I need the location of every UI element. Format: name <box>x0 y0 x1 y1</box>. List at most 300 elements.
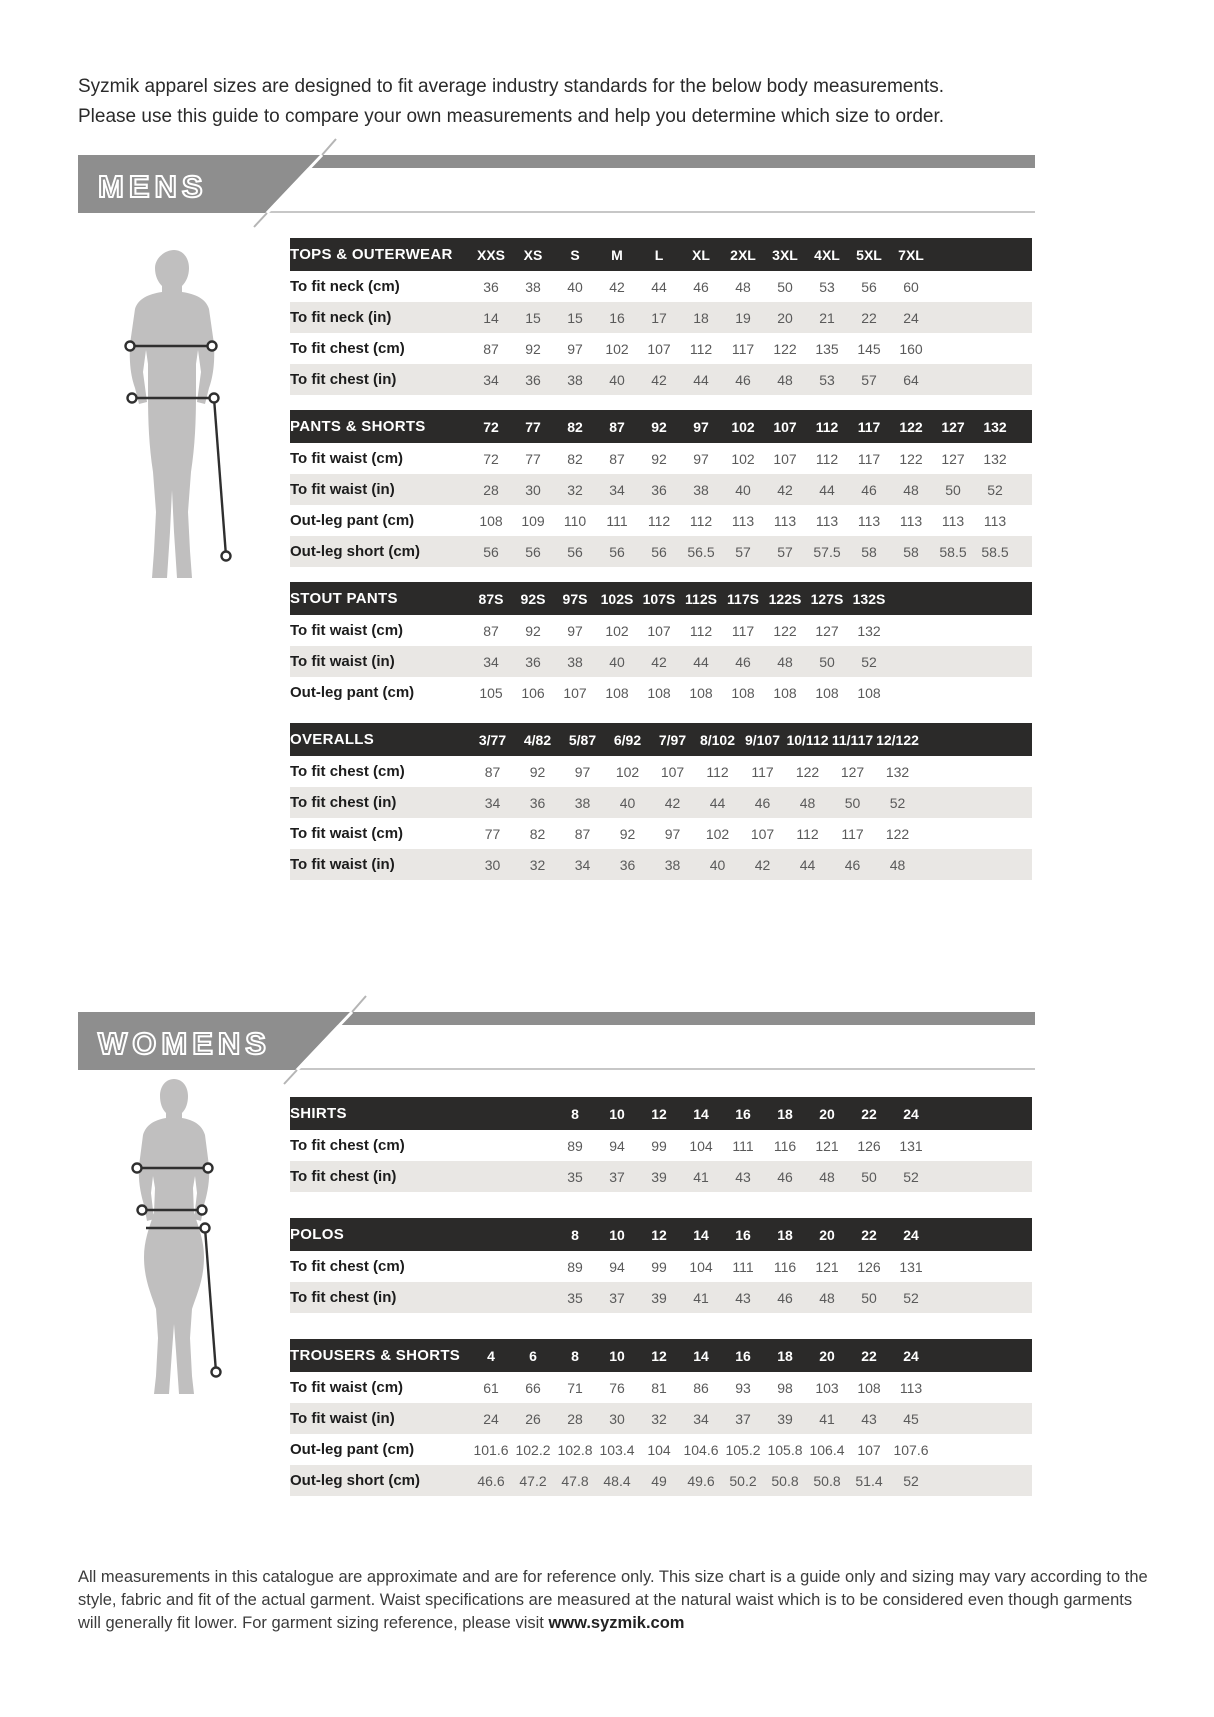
row-label: Out-leg short (cm) <box>290 1472 420 1489</box>
cell-value: 112 <box>706 763 729 780</box>
cell-value: 48 <box>777 371 793 388</box>
cell-value: 16 <box>609 309 625 326</box>
cell-value: 15 <box>525 309 541 326</box>
cell-value: 132 <box>857 622 881 639</box>
cell-value: 34 <box>609 481 625 498</box>
size-column-header: 117S <box>727 590 759 607</box>
row-label: To fit chest (in) <box>290 794 397 811</box>
cell-value <box>470 1130 512 1161</box>
cell-value: 135 <box>815 340 839 357</box>
cell-value: 21 <box>819 309 835 326</box>
cell-value: 49 <box>651 1472 667 1489</box>
cell-value: 116 <box>773 1258 797 1275</box>
size-column-header: 77 <box>525 418 541 435</box>
table-row <box>290 615 1032 646</box>
cell-value: 40 <box>709 856 726 873</box>
cell-value: 44 <box>651 278 667 295</box>
cell-value: 105.2 <box>725 1441 761 1458</box>
cell-value: 112 <box>689 512 713 529</box>
size-column-header: 5/87 <box>568 731 597 748</box>
cell-value: 40 <box>609 653 625 670</box>
cell-value: 42 <box>651 653 667 670</box>
cell-value: 37 <box>609 1289 625 1306</box>
table-row <box>290 787 1032 818</box>
cell-value <box>470 1251 512 1282</box>
size-column-header: 127S <box>810 590 844 607</box>
size-column-header: 24 <box>903 1347 919 1364</box>
cell-value: 56 <box>651 543 667 560</box>
cell-value: 117 <box>857 450 881 467</box>
cell-value: 94 <box>609 1137 625 1154</box>
cell-value: 38 <box>525 278 541 295</box>
size-column-header: 10 <box>609 1105 625 1122</box>
cell-value: 106.4 <box>809 1441 845 1458</box>
cell-value: 113 <box>815 512 839 529</box>
cell-value: 108 <box>857 1379 881 1396</box>
cell-value: 45 <box>903 1410 919 1427</box>
row-label: To fit waist (in) <box>290 481 395 498</box>
cell-value <box>512 1251 554 1282</box>
table-row <box>290 818 1032 849</box>
size-column-header: 22 <box>861 1347 877 1364</box>
row-label: To fit chest (in) <box>290 1289 397 1306</box>
cell-value: 72 <box>483 450 499 467</box>
cell-value: 51.4 <box>855 1472 883 1489</box>
cell-value: 117 <box>841 825 864 842</box>
row-filler <box>932 333 1032 364</box>
cell-value: 38 <box>567 371 583 388</box>
size-column-header: 2XL <box>730 246 756 263</box>
row-label: To fit chest (cm) <box>290 340 405 357</box>
cell-value: 44 <box>819 481 835 498</box>
cell-value: 19 <box>735 309 751 326</box>
cell-value: 36 <box>483 278 499 295</box>
size-column-header: 14 <box>693 1226 709 1243</box>
size-column-header: 4/82 <box>523 731 552 748</box>
header-filler <box>1016 410 1032 443</box>
row-filler <box>1016 443 1032 474</box>
row-filler <box>932 1465 1032 1496</box>
cell-value: 47.2 <box>519 1472 547 1489</box>
cell-value: 122 <box>773 622 797 639</box>
cell-value: 92 <box>651 450 667 467</box>
row-filler <box>932 1434 1032 1465</box>
cell-value: 99 <box>651 1258 667 1275</box>
size-column-header: 16 <box>735 1105 751 1122</box>
cell-value: 52 <box>889 794 906 811</box>
cell-value: 127 <box>941 450 965 467</box>
size-column-header: 97S <box>562 590 588 607</box>
cell-value: 66 <box>525 1379 541 1396</box>
cell-value: 111 <box>732 1137 754 1154</box>
cell-value: 102 <box>605 340 629 357</box>
cell-value: 38 <box>567 653 583 670</box>
cell-value: 28 <box>483 481 499 498</box>
cell-value: 56 <box>483 543 499 560</box>
cell-value: 94 <box>609 1258 625 1275</box>
cell-value: 40 <box>609 371 625 388</box>
cell-value: 108 <box>647 684 671 701</box>
cell-value: 107 <box>857 1441 881 1458</box>
cell-value: 105 <box>479 684 503 701</box>
size-column-header: 16 <box>735 1226 751 1243</box>
table-row <box>290 1372 1032 1403</box>
cell-value <box>512 1161 554 1192</box>
cell-value: 89 <box>567 1137 583 1154</box>
size-column-header: 8 <box>571 1226 579 1243</box>
cell-value: 34 <box>484 794 501 811</box>
table-row <box>290 271 1032 302</box>
row-label: Out-leg pant (cm) <box>290 1441 415 1458</box>
cell-value <box>470 1282 512 1313</box>
row-filler <box>920 756 1032 787</box>
header-filler <box>890 582 1032 615</box>
cell-value: 131 <box>899 1258 923 1275</box>
table-row <box>290 443 1032 474</box>
row-filler <box>920 787 1032 818</box>
cell-value: 122 <box>899 450 923 467</box>
size-column-header: 87 <box>609 418 625 435</box>
row-label: To fit waist (in) <box>290 1410 395 1427</box>
cell-value: 38 <box>693 481 709 498</box>
cell-value: 92 <box>525 622 541 639</box>
cell-value: 42 <box>664 794 681 811</box>
cell-value: 113 <box>899 512 923 529</box>
size-column-header: L <box>654 246 664 263</box>
size-column-header <box>512 1218 554 1251</box>
size-column-header: 117 <box>857 418 881 435</box>
cell-value: 107.6 <box>893 1441 929 1458</box>
cell-value: 97 <box>567 622 583 639</box>
cell-value: 40 <box>735 481 751 498</box>
header-filler <box>920 723 1032 756</box>
cell-value: 41 <box>819 1410 835 1427</box>
size-column-header: 11/117 <box>831 731 874 748</box>
cell-value: 116 <box>773 1137 797 1154</box>
table-row <box>290 1130 1032 1161</box>
cell-value: 112 <box>815 450 839 467</box>
cell-value: 39 <box>651 1168 667 1185</box>
table-title: PANTS & SHORTS <box>290 418 426 435</box>
cell-value: 107 <box>647 340 671 357</box>
cell-value: 92 <box>525 340 541 357</box>
cell-value: 113 <box>941 512 965 529</box>
size-column-header: 97 <box>693 418 709 435</box>
cell-value: 35 <box>567 1168 583 1185</box>
cell-value: 107 <box>563 684 587 701</box>
cell-value: 48 <box>819 1168 835 1185</box>
size-column-header: 102S <box>600 590 634 607</box>
cell-value: 106 <box>521 684 545 701</box>
cell-value: 126 <box>857 1137 881 1154</box>
cell-value: 108 <box>689 684 713 701</box>
cell-value: 53 <box>819 278 835 295</box>
cell-value: 109 <box>521 512 545 529</box>
womens-banner-title: WOMENS <box>98 1026 271 1061</box>
row-label: Out-leg pant (cm) <box>290 512 415 529</box>
cell-value: 57 <box>777 543 793 560</box>
table-row <box>290 677 1032 708</box>
size-column-header: S <box>570 246 580 263</box>
cell-value: 64 <box>903 371 919 388</box>
size-column-header: 3/77 <box>478 731 507 748</box>
size-column-header: 7XL <box>898 246 924 263</box>
row-filler <box>932 364 1032 395</box>
cell-value: 32 <box>529 856 546 873</box>
cell-value: 56 <box>609 543 625 560</box>
intro-line-2: Please use this guide to compare your own measurements and help you determine which size to order. <box>78 106 945 127</box>
size-column-header: 12 <box>651 1347 667 1364</box>
cell-value: 46 <box>735 653 751 670</box>
cell-value: 110 <box>563 512 587 529</box>
cell-value: 48 <box>819 1289 835 1306</box>
cell-value: 117 <box>731 622 755 639</box>
size-column-header <box>512 1097 554 1130</box>
cell-value: 122 <box>885 825 910 842</box>
cell-value: 81 <box>651 1379 667 1396</box>
size-column-header: 112 <box>815 418 839 435</box>
size-column-header: 20 <box>819 1347 835 1364</box>
size-column-header: 8 <box>571 1105 579 1122</box>
cell-value: 102.8 <box>557 1441 593 1458</box>
cell-value: 121 <box>815 1258 839 1275</box>
cell-value: 56 <box>861 278 877 295</box>
cell-value: 102 <box>705 825 730 842</box>
cell-value: 39 <box>777 1410 793 1427</box>
row-label: To fit chest (in) <box>290 371 397 388</box>
womens-section-banner <box>78 1012 1035 1070</box>
cell-value: 38 <box>574 794 591 811</box>
cell-value: 112 <box>689 622 713 639</box>
cell-value: 44 <box>709 794 726 811</box>
cell-value: 98 <box>777 1379 793 1396</box>
size-column-header: 132S <box>852 590 886 607</box>
cell-value: 18 <box>693 309 709 326</box>
male-silhouette <box>130 250 215 578</box>
row-label: To fit chest (in) <box>290 1168 397 1185</box>
cell-value: 104 <box>647 1441 671 1458</box>
cell-value: 103.4 <box>599 1441 635 1458</box>
cell-value: 108 <box>773 684 797 701</box>
row-filler <box>932 1130 1032 1161</box>
cell-value: 52 <box>903 1168 919 1185</box>
size-column-header: 92S <box>520 590 546 607</box>
cell-value: 108 <box>857 684 881 701</box>
cell-value: 43 <box>861 1410 877 1427</box>
cell-value: 102 <box>615 763 640 780</box>
size-column-header: 3XL <box>772 246 798 263</box>
cell-value: 50 <box>945 481 961 498</box>
website-link[interactable]: www.syzmik.com <box>548 1614 685 1632</box>
cell-value: 50 <box>861 1289 877 1306</box>
cell-value: 24 <box>903 309 919 326</box>
cell-value: 58 <box>903 543 919 560</box>
cell-value: 132 <box>885 763 910 780</box>
cell-value: 97 <box>567 340 583 357</box>
mens-size-tables <box>290 238 1032 895</box>
cell-value: 101.6 <box>473 1441 509 1458</box>
cell-value: 57.5 <box>813 543 841 560</box>
table-row <box>290 333 1032 364</box>
cell-value: 39 <box>651 1289 667 1306</box>
table-row <box>290 1465 1032 1496</box>
cell-value: 30 <box>484 856 501 873</box>
row-filler <box>932 1282 1032 1313</box>
size-column-header: 122 <box>899 418 923 435</box>
cell-value: 76 <box>609 1379 625 1396</box>
size-column-header: 18 <box>777 1105 793 1122</box>
cell-value: 52 <box>903 1472 919 1489</box>
cell-value: 44 <box>693 653 709 670</box>
cell-value: 22 <box>861 309 877 326</box>
size-column-header: 132 <box>983 418 1007 435</box>
cell-value: 42 <box>609 278 625 295</box>
size-table <box>290 238 1032 395</box>
size-column-header: 10 <box>609 1226 625 1243</box>
cell-value: 44 <box>693 371 709 388</box>
size-column-header: 10/112 <box>786 731 829 748</box>
size-column-header: M <box>611 246 623 263</box>
cell-value: 132 <box>983 450 1007 467</box>
size-column-header: 4XL <box>814 246 840 263</box>
size-column-header: 16 <box>735 1347 751 1364</box>
cell-value: 14 <box>483 309 499 326</box>
cell-value: 36 <box>529 794 546 811</box>
cell-value: 36 <box>525 371 541 388</box>
cell-value <box>512 1130 554 1161</box>
cell-value: 108 <box>605 684 629 701</box>
cell-value: 41 <box>693 1289 709 1306</box>
size-column-header: 12 <box>651 1105 667 1122</box>
cell-value: 127 <box>840 763 865 780</box>
cell-value: 30 <box>609 1410 625 1427</box>
size-column-header: 4 <box>487 1347 495 1364</box>
size-column-header: 112S <box>685 590 717 607</box>
cell-value: 87 <box>483 622 499 639</box>
cell-value: 52 <box>987 481 1003 498</box>
cell-value: 102 <box>605 622 629 639</box>
cell-value: 57 <box>861 371 877 388</box>
cell-value: 93 <box>735 1379 751 1396</box>
row-label: To fit waist (cm) <box>290 825 404 842</box>
cell-value: 121 <box>815 1137 839 1154</box>
cell-value: 112 <box>689 340 713 357</box>
cell-value: 50 <box>819 653 835 670</box>
row-label: To fit neck (cm) <box>290 278 400 295</box>
cell-value: 20 <box>777 309 793 326</box>
table-title: OVERALLS <box>290 731 375 748</box>
row-label: To fit waist (cm) <box>290 450 404 467</box>
size-column-header: 9/107 <box>744 731 781 748</box>
cell-value: 46 <box>754 794 771 811</box>
cell-value: 127 <box>815 622 839 639</box>
cell-value: 145 <box>857 340 881 357</box>
row-label: To fit waist (cm) <box>290 1379 404 1396</box>
cell-value: 58.5 <box>981 543 1009 560</box>
table-row <box>290 756 1032 787</box>
row-filler <box>932 1403 1032 1434</box>
cell-value: 87 <box>484 763 501 780</box>
row-label: To fit waist (in) <box>290 856 395 873</box>
cell-value: 126 <box>857 1258 881 1275</box>
size-table <box>290 410 1032 567</box>
cell-value: 41 <box>693 1168 709 1185</box>
row-filler <box>920 818 1032 849</box>
cell-value: 24 <box>483 1410 499 1427</box>
size-column-header: 8/102 <box>699 731 736 748</box>
cell-value: 113 <box>983 512 1007 529</box>
cell-value: 108 <box>815 684 839 701</box>
table-title: STOUT PANTS <box>290 590 398 607</box>
cell-value: 32 <box>567 481 583 498</box>
row-filler <box>890 646 1032 677</box>
row-label: To fit neck (in) <box>290 309 392 326</box>
size-column-header: 24 <box>903 1105 919 1122</box>
cell-value: 107 <box>773 450 797 467</box>
size-column-header: 14 <box>693 1347 709 1364</box>
size-column-header: 14 <box>693 1105 709 1122</box>
size-column-header: 107 <box>773 418 797 435</box>
cell-value: 48 <box>799 794 816 811</box>
header-filler <box>932 1339 1032 1372</box>
cell-value: 47.8 <box>561 1472 589 1489</box>
cell-value: 122 <box>773 340 797 357</box>
cell-value: 43 <box>735 1168 751 1185</box>
row-label: Out-leg short (cm) <box>290 543 420 560</box>
cell-value: 50 <box>861 1168 877 1185</box>
cell-value: 97 <box>664 825 681 842</box>
cell-value: 36 <box>525 653 541 670</box>
row-label: Out-leg pant (cm) <box>290 684 415 701</box>
table-title: TOPS & OUTERWEAR <box>290 246 453 263</box>
row-filler <box>1016 505 1032 536</box>
cell-value: 15 <box>567 309 583 326</box>
row-filler <box>932 1251 1032 1282</box>
cell-value: 30 <box>525 481 541 498</box>
table-title: TROUSERS & SHORTS <box>290 1347 461 1364</box>
cell-value: 48 <box>735 278 751 295</box>
cell-value: 36 <box>651 481 667 498</box>
cell-value: 111 <box>732 1258 754 1275</box>
size-table <box>290 1218 1032 1313</box>
cell-value: 111 <box>606 512 628 529</box>
cell-value: 46 <box>844 856 861 873</box>
size-column-header: 24 <box>903 1226 919 1243</box>
size-column-header: 122S <box>768 590 802 607</box>
cell-value: 36 <box>619 856 636 873</box>
table-row <box>290 1161 1032 1192</box>
cell-value: 34 <box>483 653 499 670</box>
table-title: POLOS <box>290 1226 345 1243</box>
cell-value <box>470 1161 512 1192</box>
size-column-header: 92 <box>651 418 667 435</box>
mens-banner-title: MENS <box>98 169 208 204</box>
size-column-header: XL <box>692 246 710 263</box>
cell-value: 42 <box>754 856 771 873</box>
cell-value: 53 <box>819 371 835 388</box>
cell-value <box>512 1282 554 1313</box>
intro-line-1: Syzmik apparel sizes are designed to fit average industry standards for the below body measurements. <box>78 76 945 97</box>
header-filler <box>932 1218 1032 1251</box>
cell-value: 38 <box>664 856 681 873</box>
row-label: To fit waist (cm) <box>290 622 404 639</box>
cell-value: 89 <box>567 1258 583 1275</box>
cell-value: 77 <box>484 825 501 842</box>
cell-value: 113 <box>731 512 755 529</box>
cell-value: 103 <box>815 1379 839 1396</box>
table-row <box>290 364 1032 395</box>
row-label: To fit chest (cm) <box>290 1258 405 1275</box>
